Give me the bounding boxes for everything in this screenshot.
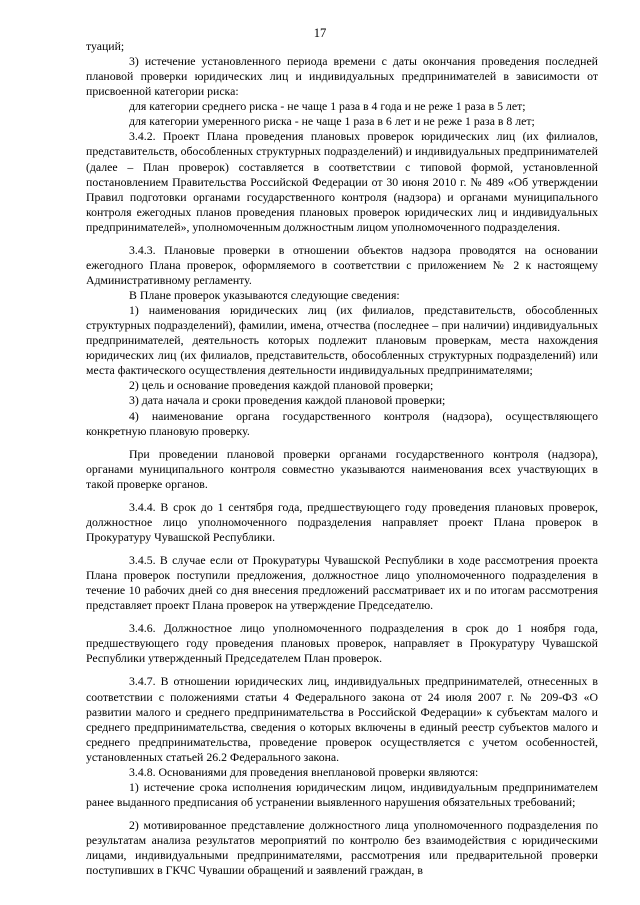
paragraph: 3.4.7. В отношении юридических лиц, индивидуальных предпринимателей, отнесенных в соответствии с положениями статьи 4 Федерального закона от 24 июля 2007 г. № 209-ФЗ «О развитии малого и среднего предпринимательства в Российской Федерации» к субъектам малого и среднего предпринимательства, сведения о которых включены в единый реестр субъектов малого и среднего предпринимательства, проведение проверок осуществляется с учетом особенностей, установленных статьей 26.2 Федерального закона. (86, 674, 598, 764)
paragraph: При проведении плановой проверки органами государственного контроля (надзора), органами муниципального контроля совместно указываются наименования всех участвующих в такой проверке органов. (86, 446, 598, 491)
paragraph: 2) мотивированное представление должностного лица уполномоченного подразделения по результатам анализа результатов мероприятий по контролю без взаимодействия с юридическими лицами, индивидуальными предпринимателями, рассмотрения или предварительной проверки поступивших в ГКЧС Чувашии обращений и заявлений граждан, в (86, 818, 598, 878)
paragraph: 3) дата начала и сроки проведения каждой плановой проверки; (129, 393, 446, 408)
paragraph: туаций; (86, 39, 125, 53)
paragraph: В Плане проверок указываются следующие сведения: (129, 288, 400, 302)
page-number: 17 (313, 26, 327, 40)
paragraph: 3.4.2. Проект Плана проведения плановых проверок юридических лиц (их филиалов, представительств, обособленных структурных подразделений) и индивидуальных предпринимателей (далее – План проверок) составляется в соответствии с типовой формой, установленной постановлением Правительства Российской Федерации от 30 июня 2010 г. № 489 «Об утверждении Правил подготовки органами государственного контроля (надзора) и органами муниципального контроля ежегодных планов проведения плановых проверок юридических лиц и индивидуальных предпринимателей», уполномоченным должностным лицом уполномоченного подразделения. (86, 129, 598, 234)
paragraph: для категории умеренного риска - не чаще 1 раза в 6 лет и не реже 1 раза в 8 лет; (129, 114, 535, 129)
paragraph: 3.4.8. Основаниями для проведения внеплановой проверки являются: (129, 764, 479, 779)
body-text (86, 39, 598, 878)
paragraph: 3.4.4. В срок до 1 сентября года, предшествующего году проведения плановых проверок, должностное лицо уполномоченного подразделения направляет проект Плана проверок в Прокуратуру Чувашской Республики. (86, 499, 598, 544)
paragraph: 2) цель и основание проведения каждой плановой проверки; (129, 378, 434, 393)
paragraph: 1) наименования юридических лиц (их филиалов, представительств, обособленных структурных подразделений), фамилии, имена, отчества (последнее – при наличии) индивидуальных предпринимателей, деятельность которых подлежит плановым проверкам, места нахождения юридических лиц (их филиалов, представительств, обособленных структурных подразделений) или места фактического осуществления деятельности индивидуальных предпринимателями; (86, 303, 598, 378)
paragraph: 4) наименование органа государственного контроля (надзора), осуществляющего конкретную плановую проверку. (86, 408, 598, 438)
paragraph: для категории среднего риска - не чаще 1 раза в 4 года и не реже 1 раза в 5 лет; (129, 99, 526, 114)
paragraph: 3.4.5. В случае если от Прокуратуры Чувашской Республики в ходе рассмотрения проекта Плана проверок поступили предложения, должностное лицо уполномоченного подразделения в течение 10 рабочих дней со дня внесения предложений рассматривает их и по итогам рассмотрения представляет проект Плана проверок на утверждение Председателю. (86, 553, 598, 613)
paragraph: 3) истечение установленного периода времени с даты окончания проведения последней плановой проверки юридических лиц и индивидуальных предпринимателей в зависимости от присвоенной категории риска: (86, 54, 598, 99)
paragraph: 3.4.3. Плановые проверки в отношении объектов надзора проводятся на основании ежегодного Плана проверок, оформляемого в соответствии с приложением № 2 к настоящему Административному регламенту. (86, 242, 598, 287)
paragraph: 1) истечение срока исполнения юридическим лицом, индивидуальным предпринимателем ранее выданного предписания об устранении выявленного нарушения обязательных требований; (86, 779, 598, 809)
paragraph: 3.4.6. Должностное лицо уполномоченного подразделения в срок до 1 ноября года, предшествующего году проведения плановых проверок, направляет в Прокуратуру Чувашской Республики утвержденный Председателем План проверок. (86, 621, 598, 666)
